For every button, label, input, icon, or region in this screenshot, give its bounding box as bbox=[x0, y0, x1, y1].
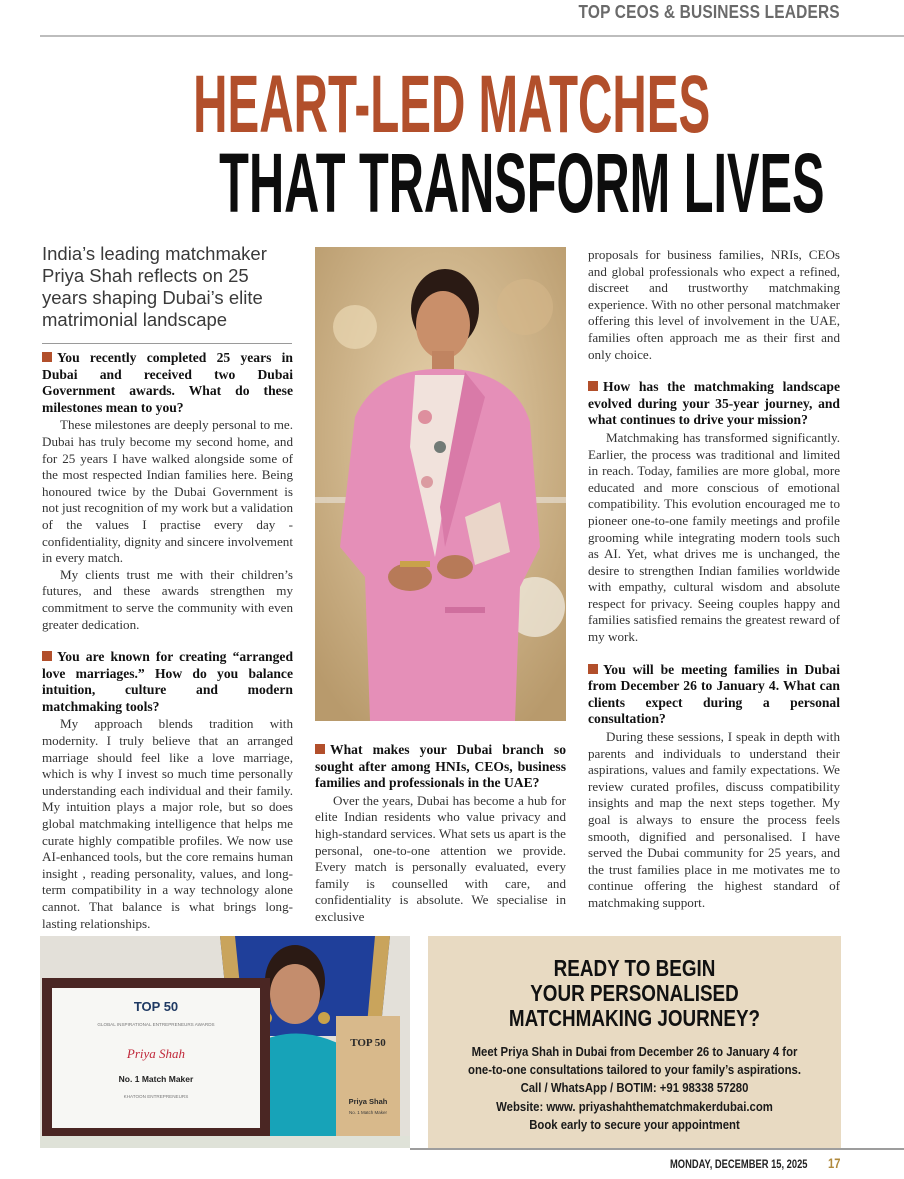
interview-question bbox=[588, 662, 840, 728]
question-text: You recently completed 25 years in Dubai and received two Dubai Government awards. What do these milestones mean to you? bbox=[42, 350, 293, 415]
square-bullet-icon bbox=[588, 381, 598, 391]
award-photo bbox=[40, 936, 410, 1148]
certificate-org: KHATOON ENTREPRENEURS bbox=[123, 1094, 189, 1099]
question-text: What makes your Dubai branch so sought after among HNIs, CEOs, business families and professionals in the UAE? bbox=[315, 742, 566, 791]
square-bullet-icon bbox=[42, 651, 52, 661]
cta-title bbox=[428, 956, 841, 1031]
cta-body-line: Book early to secure your appointment bbox=[529, 1116, 740, 1132]
article-column-1 bbox=[42, 350, 293, 932]
cta-body-line: Meet Priya Shah in Dubai from December 26 to January 4 for bbox=[471, 1044, 798, 1059]
trophy-title: TOP 50 bbox=[350, 1037, 386, 1049]
award-photo-illustration-icon bbox=[40, 936, 410, 1148]
certificate-title: TOP 50 bbox=[133, 999, 179, 1014]
trophy-rank: No. 1 Match Maker bbox=[348, 1110, 388, 1115]
footer-date: MONDAY, DECEMBER 15, 2025 bbox=[670, 1157, 808, 1171]
certificate-name: Priya Shah bbox=[126, 1046, 186, 1061]
cta-body bbox=[428, 1043, 841, 1134]
interview-question bbox=[42, 350, 293, 416]
headline-line-1 bbox=[0, 59, 904, 150]
article-column-2 bbox=[315, 742, 566, 926]
deck-divider bbox=[42, 343, 292, 344]
square-bullet-icon bbox=[588, 664, 598, 674]
cta-website-link[interactable]: Website: www. priyashahthematchmakerdubai.com bbox=[496, 1098, 773, 1114]
answer-paragraph: My approach blends tradition with modernity. I truly believe that an arranged marriage should feel like a love marriage, which is why I invest so much time personally understanding each individual and their family. My intuition plays a major role, but so does global matchmaking intelligence that helps me curate highly compatible profiles. We now use AI-enhanced tools, but the core remains human insight , reading personality, values, and long-term compatibility in a way technology alone cannot. That balance is what brings long-lasting relationships. bbox=[42, 716, 293, 931]
interview-question bbox=[315, 742, 566, 792]
question-text: You will be meeting families in Dubai from December 26 to January 4. What can clients expect during a personal consultation? bbox=[588, 661, 840, 727]
certificate-subtitle: GLOBAL INSPIRATIONAL ENTREPRENEURS AWARDS bbox=[97, 1022, 215, 1027]
headline-line-1-text: HEART-LED MATCHES bbox=[193, 59, 711, 150]
answer-paragraph: My clients trust me with their children’s futures, and these awards strengthen my commitment to serve the community with even greater dedication. bbox=[42, 566, 293, 632]
cta-box bbox=[428, 936, 841, 1148]
deck-subheading: India’s leading matchmaker Priya Shah reflects on 25 years shaping Dubai’s elite matrimonial landscape bbox=[42, 243, 267, 330]
answer-paragraph: Over the years, Dubai has become a hub for elite Indian residents who value privacy and high-standard services. What sets us apart is the personal, one-to-one attention we provide. Every match is personally evaluated, every family is counselled with care, and confidentiality is absolute. We specialise in exclusive bbox=[315, 792, 566, 924]
page-number: 17 bbox=[828, 1155, 841, 1171]
answer-paragraph: Matchmaking has transformed significantly. Earlier, the process was traditional and limited in reach. Today, families are more global, more educated and more conscious of emotional compatibility. This evolution encouraged me to pioneer one-to-one family meetings and profile grooming while integrating modern tools such as AI. Yet, what drives me is unchanged, the desire to strengthen Indian families worldwide with empathy, cultural wisdom and absolute respect for privacy. Seeing couples happy and families satisfied remains the greatest reward of my work. bbox=[588, 429, 840, 645]
interview-question bbox=[42, 649, 293, 715]
answer-paragraph-continued: proposals for business families, NRIs, CEOs and global professionals who expect a refined, discreet and trustworthy matchmaking experience. With no other personal matchmaker offering this level of involvement in the UAE, families often approach me as their first and only choice. bbox=[588, 247, 840, 362]
portrait-photo bbox=[315, 247, 566, 721]
question-text: How has the matchmaking landscape evolved during your 35-year journey, and what continues to drive your mission? bbox=[588, 379, 840, 428]
top-rule bbox=[40, 35, 904, 37]
cta-body-line: one-to-one consultations tailored to your family’s aspirations. bbox=[468, 1062, 801, 1078]
headline-line-2-text: THAT TRANSFORM LIVES bbox=[219, 136, 825, 230]
answer-paragraph: During these sessions, I speak in depth with parents and individuals to understand their aspirations, values and family expectations. We review curated profiles, discuss compatibility insights and map the next steps together. My goal is always to ensure the process feels smooth, dignified and personalised. I have served the Dubai community for 25 years, and the trust families place in me motivates me to continue offering the highest standard of matchmaking support. bbox=[588, 729, 840, 910]
cta-title-line: YOUR PERSONALISED bbox=[530, 980, 739, 1006]
section-label: TOP CEOS & BUSINESS LEADERS bbox=[578, 2, 840, 22]
square-bullet-icon bbox=[42, 352, 52, 362]
trophy-name: Priya Shah bbox=[348, 1097, 388, 1106]
portrait-illustration-icon bbox=[315, 247, 566, 721]
cta-title-line: MATCHMAKING JOURNEY? bbox=[508, 1005, 761, 1031]
cta-phone[interactable]: Call / WhatsApp / BOTIM: +91 98338 57280 bbox=[520, 1080, 749, 1096]
answer-paragraph: These milestones are deeply personal to me. Dubai has truly become my second home, and for 25 years I have walked alongside some of the most respected Indian families here. Being honoured twice by the Dubai Government is not just recognition of my work but a validation of the values I practise every day - confidentiality, dignity and sincere involvement in every match. bbox=[42, 417, 293, 566]
article-column-3 bbox=[588, 247, 840, 912]
interview-question bbox=[588, 379, 840, 429]
bottom-rule bbox=[410, 1148, 904, 1150]
question-text: You are known for creating “arranged love marriages.” How do you balance intuition, culture and modern matchmaking tools? bbox=[42, 649, 293, 714]
headline-line-2 bbox=[0, 136, 904, 230]
certificate-rank: No. 1 Match Maker bbox=[118, 1074, 194, 1084]
square-bullet-icon bbox=[315, 744, 325, 754]
cta-title-line: READY TO BEGIN bbox=[553, 955, 716, 981]
